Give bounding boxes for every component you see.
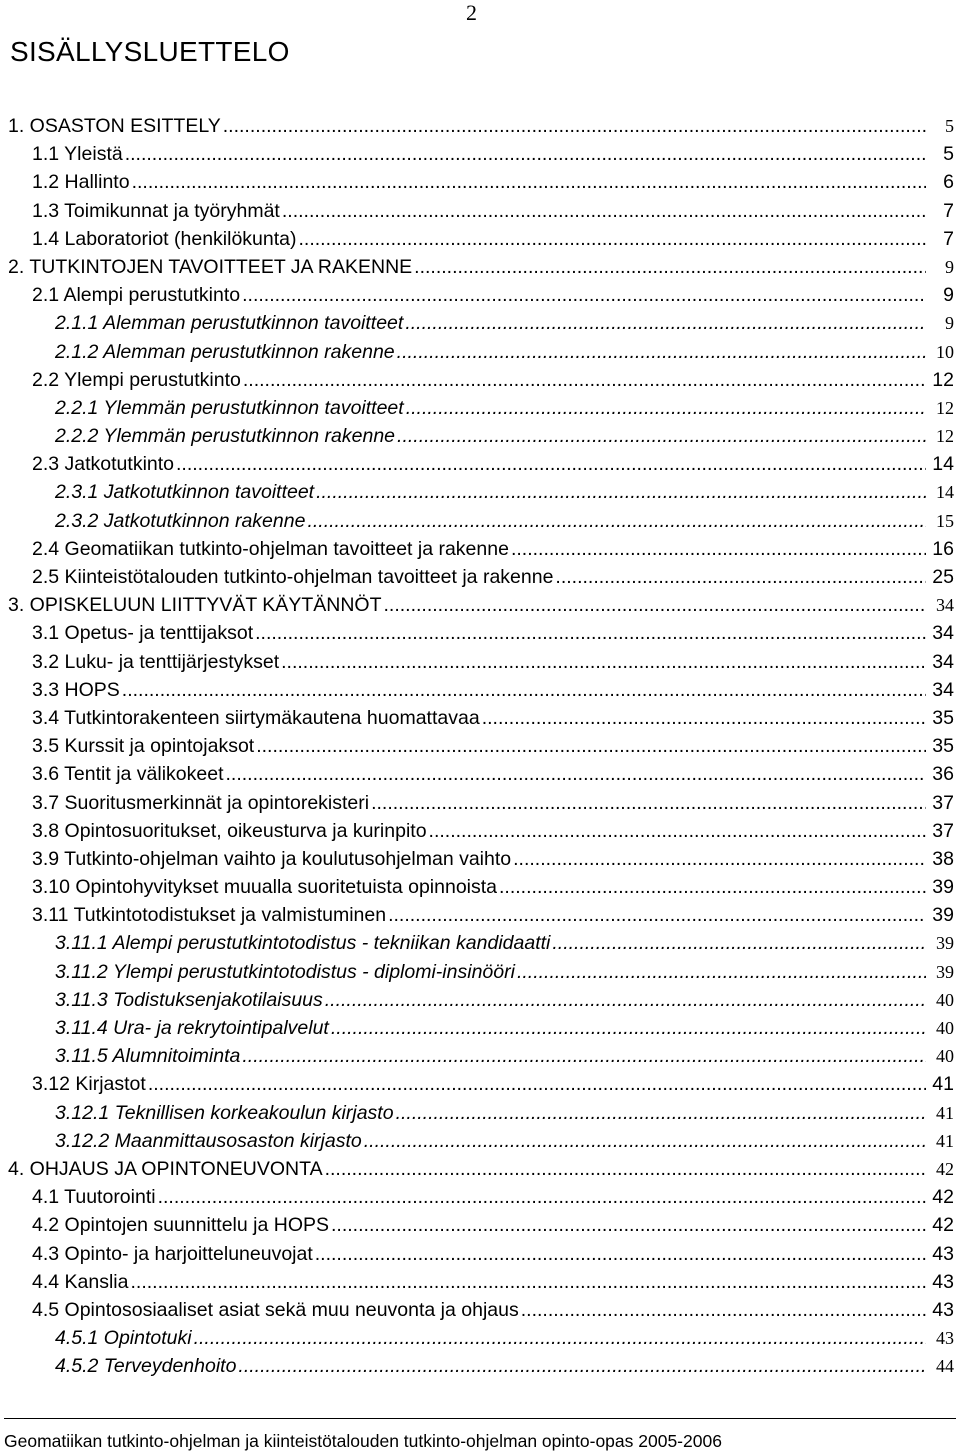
toc-entry-label: 3.11.5 Alumnitoiminta <box>55 1045 241 1068</box>
toc-entry-label: 2.5 Kiinteistötalouden tutkinto-ohjelman tavoitteet ja rakenne <box>32 566 554 588</box>
toc-entry-page: 35 <box>932 735 954 758</box>
toc-entry-page: 41 <box>936 1130 954 1151</box>
dot-leader <box>383 591 926 619</box>
dot-leader <box>255 619 926 647</box>
toc-entry-page: 12 <box>936 426 954 447</box>
dot-leader <box>194 1324 926 1352</box>
dot-leader <box>331 1211 926 1239</box>
dot-leader <box>130 1268 926 1296</box>
toc-entry[interactable] <box>0 901 960 929</box>
toc-entry-label: 2.1.2 Alemman perustutkinnon rakenne <box>55 340 395 363</box>
toc-entry-page: 40 <box>936 1018 954 1038</box>
toc-entry-label: 4.3 Opinto- ja harjoitteluneuvojat <box>32 1242 313 1265</box>
toc-entry-label: 3.11.1 Alempi perustutkintotodistus - tekniikan kandidaatti <box>55 932 551 955</box>
toc-entry-page: 40 <box>936 989 954 1010</box>
toc-entry[interactable] <box>0 817 960 845</box>
toc-entry-label: 3.3 HOPS <box>32 678 120 701</box>
toc-entry-page: 5 <box>945 116 954 136</box>
toc-entry-page: 9 <box>943 284 954 307</box>
toc-entry-page: 38 <box>932 847 954 870</box>
toc-entry-page: 40 <box>936 1046 954 1067</box>
toc-entry[interactable] <box>0 140 960 168</box>
toc-entry[interactable] <box>0 422 960 450</box>
toc-entry[interactable] <box>0 676 960 704</box>
toc-entry[interactable] <box>0 1240 960 1268</box>
dot-leader <box>226 760 926 788</box>
toc-entry-label: 2.1 Alempi perustutkinto <box>32 284 241 307</box>
toc-entry-label: 2.2 Ylempi perustutkinto <box>32 368 241 391</box>
footer-rule <box>4 1418 956 1419</box>
toc-entry-page: 14 <box>936 482 954 503</box>
dot-leader <box>148 1070 926 1098</box>
toc-entry-page: 43 <box>932 1298 954 1321</box>
toc-entry[interactable] <box>0 1070 960 1098</box>
toc-entry[interactable] <box>0 478 960 506</box>
toc-entry-page: 43 <box>932 1270 954 1293</box>
dot-leader <box>325 986 926 1014</box>
toc-entry-page: 35 <box>932 706 954 729</box>
toc-entry-label: 3.6 Tentit ja välikokeet <box>32 763 224 786</box>
dot-leader <box>122 676 926 704</box>
toc-entry-page: 42 <box>932 1186 954 1209</box>
dot-leader <box>517 958 926 986</box>
toc-entry-label: 3.11 Tutkintotodistukset ja valmistuminen <box>32 904 387 927</box>
toc-entry-page: 39 <box>932 876 954 899</box>
toc-entry-page: 34 <box>932 678 954 701</box>
toc-entry-label: 3.9 Tutkinto-ohjelman vaihto ja koulutusohjelman vaihto <box>32 847 512 870</box>
toc-entry[interactable] <box>0 929 960 957</box>
toc-entry[interactable] <box>0 958 960 986</box>
toc-entry[interactable] <box>0 1324 960 1352</box>
toc-entry-label: 2.2.1 Ylemmän perustutkinnon tavoitteet <box>55 396 404 419</box>
dot-leader <box>364 1127 926 1155</box>
dot-leader <box>405 309 926 337</box>
dot-leader <box>406 394 926 422</box>
toc-entry-label: 3.5 Kurssit ja opintojaksot <box>32 735 255 758</box>
toc-entry-label: 3.8 Opintosuoritukset, oikeusturva ja kurinpito <box>32 819 427 842</box>
toc-entry-label: 3.4 Tutkintorakenteen siirtymäkautena huomattavaa <box>32 706 480 729</box>
dot-leader <box>521 1296 926 1324</box>
dot-leader <box>242 281 926 309</box>
toc-entry-label: 2.2.2 Ylemmän perustutkinnon rakenne <box>55 425 396 448</box>
dot-leader <box>316 478 926 506</box>
toc-entry[interactable] <box>0 507 960 535</box>
toc-entry[interactable] <box>0 1268 960 1296</box>
toc-entry[interactable] <box>0 986 960 1014</box>
toc-entry-page: 16 <box>932 537 954 560</box>
toc-entry-label: 3.11.4 Ura- ja rekrytointipalvelut <box>55 1017 329 1039</box>
toc-entry-page: 39 <box>936 961 954 982</box>
toc-entry-page: 9 <box>945 313 954 334</box>
toc-entry-label: 1.3 Toimikunnat ja työryhmät <box>32 199 280 222</box>
dot-leader <box>256 732 926 760</box>
toc-entry[interactable] <box>0 1183 960 1211</box>
toc-entry-label: 2.1.1 Alemman perustutkinnon tavoitteet <box>55 312 404 335</box>
dot-leader <box>331 1014 926 1042</box>
dot-leader <box>388 901 926 929</box>
toc-entry[interactable] <box>0 1352 960 1380</box>
toc-entry-label: 3.12 Kirjastot <box>32 1073 146 1096</box>
toc-entry[interactable] <box>0 1127 960 1155</box>
toc-entry-page: 37 <box>932 819 954 842</box>
toc-entry[interactable] <box>0 591 960 619</box>
toc-entry[interactable] <box>0 1014 960 1042</box>
toc-entry-label: 4.5 Opintososiaaliset asiat sekä muu neuvonta ja ohjaus <box>32 1298 519 1321</box>
toc-entry[interactable] <box>0 760 960 788</box>
dot-leader <box>371 789 926 817</box>
toc-entry-page: 36 <box>932 763 954 786</box>
toc-entry-page: 14 <box>932 453 954 476</box>
toc-entry-label: 3.7 Suoritusmerkinnät ja opintorekisteri <box>32 791 370 814</box>
toc-entry[interactable] <box>0 1042 960 1070</box>
page-footer <box>0 1418 960 1452</box>
dot-leader <box>555 563 926 591</box>
dot-leader <box>243 366 926 394</box>
page-number: 2 <box>466 0 477 25</box>
dot-leader <box>238 1352 926 1380</box>
dot-leader <box>397 338 926 366</box>
toc-entry-page: 15 <box>936 510 954 531</box>
toc-entry[interactable] <box>0 338 960 366</box>
dot-leader <box>396 1099 926 1127</box>
toc-entry[interactable] <box>0 535 960 563</box>
dot-leader <box>125 140 926 168</box>
toc-entry[interactable] <box>0 394 960 422</box>
dot-leader <box>429 817 926 845</box>
toc-entry[interactable] <box>0 366 960 394</box>
toc-entry-page: 42 <box>932 1214 954 1237</box>
toc-entry-label: 3.12.1 Teknillisen korkeakoulun kirjasto <box>55 1101 394 1124</box>
toc-entry-page: 12 <box>936 397 954 418</box>
dot-leader <box>281 648 926 676</box>
toc-entry[interactable] <box>0 1155 960 1183</box>
toc-entry[interactable] <box>0 704 960 732</box>
toc-entry-page: 6 <box>943 171 954 194</box>
toc-entry[interactable] <box>0 1099 960 1127</box>
toc-entry-label: 3.11.3 Todistuksenjakotilaisuus <box>55 988 323 1011</box>
dot-leader <box>158 1183 926 1211</box>
dot-leader <box>397 422 926 450</box>
toc-entry[interactable] <box>0 197 960 225</box>
footer-text: Geomatiikan tutkinto-ohjelman ja kiinteistötalouden tutkinto-ohjelman opinto-opas 2005-2006 <box>4 1431 722 1451</box>
toc-entry[interactable] <box>0 450 960 478</box>
dot-leader <box>223 112 926 140</box>
toc-entry[interactable] <box>0 168 960 196</box>
toc-entry-page: 9 <box>945 256 954 277</box>
toc-entry-label: 3.11.2 Ylempi perustutkintotodistus - diplomi-insinööri <box>55 960 515 983</box>
toc-entry-label: 2.3 Jatkotutkinto <box>32 453 175 476</box>
toc-entry-page: 43 <box>936 1328 954 1349</box>
toc-entry[interactable] <box>0 309 960 337</box>
toc-entry-page: 25 <box>932 566 954 588</box>
toc-entry-label: 2.4 Geomatiikan tutkinto-ohjelman tavoitteet ja rakenne <box>32 537 509 560</box>
toc-entry-page: 7 <box>943 199 954 222</box>
dot-leader <box>242 1042 926 1070</box>
toc-entry-page: 44 <box>936 1356 954 1377</box>
toc-entry-page: 10 <box>936 341 954 362</box>
toc-entry-label: 4.5.2 Terveydenhoito <box>55 1355 237 1378</box>
toc-entry[interactable] <box>0 732 960 760</box>
toc-entry-label: 4.1 Tuutorointi <box>32 1186 156 1209</box>
toc-entry-label: 1.1 Yleistä <box>32 143 123 166</box>
dot-leader <box>132 168 926 196</box>
dot-leader <box>282 197 926 225</box>
toc-entry[interactable] <box>0 225 960 253</box>
toc-entry[interactable] <box>0 1211 960 1239</box>
dot-leader <box>513 845 926 873</box>
toc-entry-page: 12 <box>932 368 954 391</box>
toc-entry-page: 7 <box>943 227 954 250</box>
toc-entry-label: 4.4 Kanslia <box>32 1270 129 1293</box>
toc-entry-label: 4. OHJAUS JA OPINTONEUVONTA <box>8 1157 323 1180</box>
toc-entry-page: 43 <box>932 1242 954 1265</box>
toc-entry-label: 3.1 Opetus- ja tenttijaksot <box>32 622 254 645</box>
dot-leader <box>499 873 926 901</box>
toc-entry[interactable] <box>0 563 960 591</box>
toc-entry-label: 1.2 Hallinto <box>32 171 130 194</box>
toc-entry[interactable] <box>0 1296 960 1324</box>
toc-entry[interactable] <box>0 619 960 647</box>
toc-entry-page: 41 <box>932 1073 954 1096</box>
toc-entry[interactable] <box>0 873 960 901</box>
toc-entry-label: 2.3.1 Jatkotutkinnon tavoitteet <box>55 481 315 504</box>
dot-leader <box>176 450 926 478</box>
toc-entry-label: 3.10 Opintohyvitykset muualla suoritetuista opinnoista <box>32 876 498 899</box>
toc-entry-label: 4.2 Opintojen suunnittelu ja HOPS <box>32 1214 330 1237</box>
toc-entry-label: 3.12.2 Maanmittausosaston kirjasto <box>55 1129 362 1152</box>
toc-entry[interactable] <box>0 253 960 281</box>
toc-entry-label: 2. TUTKINTOJEN TAVOITTEET JA RAKENNE <box>8 255 413 278</box>
toc-entry-label: 1.4 Laboratoriot (henkilökunta) <box>32 227 297 250</box>
toc-entry[interactable] <box>0 281 960 309</box>
dot-leader <box>325 1155 926 1183</box>
toc-entry-page: 34 <box>932 622 954 645</box>
toc-entry-label: 2.3.2 Jatkotutkinnon rakenne <box>55 509 306 532</box>
toc-entry[interactable] <box>0 845 960 873</box>
toc-list <box>0 112 960 1380</box>
toc-entry-label: 3. OPISKELUUN LIITTYVÄT KÄYTÄNNÖT <box>8 594 382 617</box>
toc-entry-label: 4.5.1 Opintotuki <box>55 1327 192 1350</box>
dot-leader <box>315 1240 926 1268</box>
toc-title: SISÄLLYSLUETTELO <box>10 36 290 67</box>
dot-leader <box>552 929 926 957</box>
toc-entry-page: 42 <box>936 1158 954 1179</box>
toc-entry-page: 34 <box>932 650 954 673</box>
toc-entry-page: 39 <box>936 933 954 954</box>
toc-entry[interactable] <box>0 648 960 676</box>
dot-leader <box>482 704 926 732</box>
toc-entry-page: 41 <box>936 1102 954 1123</box>
dot-leader <box>414 253 926 281</box>
toc-entry[interactable] <box>0 789 960 817</box>
toc-entry-page: 39 <box>932 904 954 927</box>
dot-leader <box>511 535 926 563</box>
toc-entry[interactable] <box>0 112 960 140</box>
toc-entry-page: 34 <box>936 595 954 616</box>
dot-leader <box>307 507 926 535</box>
toc-entry-label: 1. OSASTON ESITTELY <box>8 115 221 137</box>
toc-entry-page: 37 <box>932 791 954 814</box>
toc-entry-page: 5 <box>943 143 954 166</box>
toc-entry-label: 3.2 Luku- ja tenttijärjestykset <box>32 650 280 673</box>
dot-leader <box>299 225 927 253</box>
